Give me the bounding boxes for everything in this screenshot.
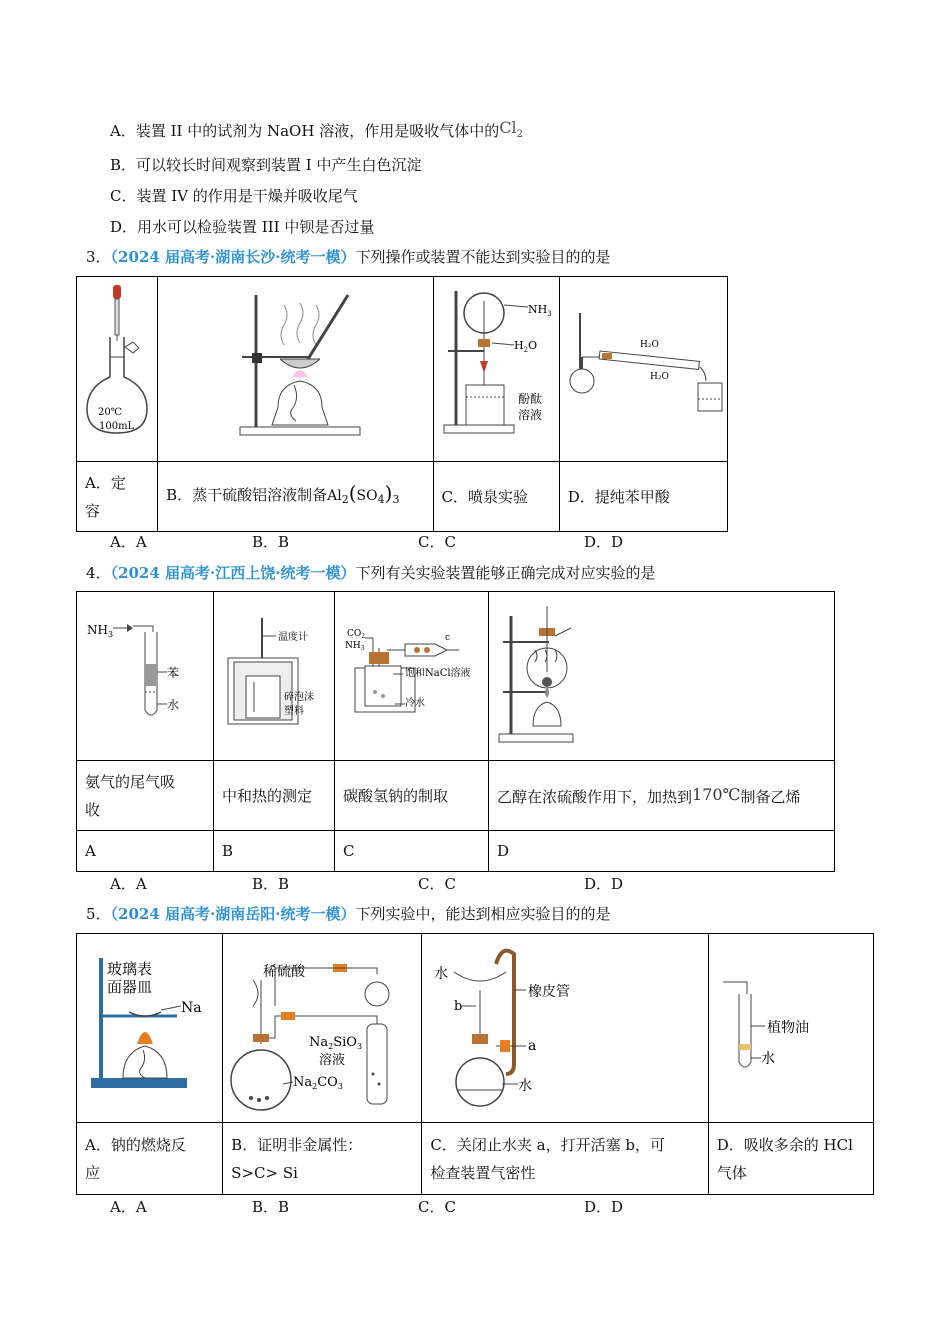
solution-label: 溶液	[517, 408, 542, 422]
question-3-stem: 3．（2024 届高考·湖南长沙·统考一模）下列操作或装置不能达到实验目的的是	[86, 248, 611, 266]
option-a-text: A．装置 II 中的试剂为 NaOH 溶液，作用是吸收气体中的	[110, 122, 500, 140]
question-4-table	[76, 591, 835, 872]
q4-letter-c: C	[335, 831, 489, 872]
q4-answer-a: A．A	[110, 875, 147, 893]
a-mark-label: a	[528, 1038, 537, 1054]
nacl-label: 饱和NaCl溶液	[405, 668, 471, 679]
q5-answer-d: D．D	[584, 1198, 624, 1216]
condenser-water-bottom: H₂O	[649, 372, 669, 382]
b-mark-label: b	[454, 999, 463, 1014]
q4-nh3-label: $NH_3$	[87, 623, 114, 639]
question-4-stem: 4．（2024 届高考·江西上饶·统考一模）下列有关实验装置能够正确完成对应实验的是	[86, 564, 656, 582]
thermometer-label: 温度计	[278, 632, 308, 643]
benzene-label: 苯	[167, 666, 180, 680]
nonmetal-figure	[223, 934, 421, 1118]
q4-answer-c: C．C	[418, 875, 456, 893]
fountain-figure	[434, 277, 559, 457]
q5-answer-a: A．A	[110, 1198, 147, 1216]
foam-label-1: 碎泡沫	[284, 692, 314, 703]
q4-water-label: 水	[167, 698, 180, 712]
flask-volume-label: 100mL	[99, 421, 135, 432]
q3-image-c	[433, 277, 559, 462]
option-d-prev: D．用水可以检验装置 III 中钡是否过量	[110, 218, 375, 236]
volumetric-flask-figure	[77, 277, 157, 457]
q5-image-d	[708, 934, 873, 1123]
question-5-source: （2024 届高考·湖南岳阳·统考一模）	[110, 905, 356, 923]
q5-caption-c: C．关闭止水夹 a，打开活塞 b，可 检查装置气密性	[422, 1123, 708, 1195]
condenser-water-top: H₂O	[639, 340, 659, 350]
al2so43-formula: $Al_2(SO_4)_3$	[327, 481, 400, 506]
q5-caption-a: A．钠的燃烧反 应	[77, 1123, 223, 1195]
option-b-prev: B．可以较长时间观察到装置 I 中产生白色沉淀	[110, 156, 422, 174]
q3-answer-c: C．C	[418, 533, 456, 551]
q4-answer-d: D．D	[584, 875, 624, 893]
q5-image-a	[77, 934, 223, 1123]
flask-temp-label: 20℃	[98, 407, 122, 418]
sulfuric-acid-label: 稀硫酸	[263, 964, 306, 980]
q4-nh3b-label: $NH_3$	[345, 641, 365, 652]
q3-answer-a: A．A	[110, 533, 147, 551]
q4-image-b	[214, 592, 335, 761]
distillation-figure	[560, 277, 727, 457]
option-a-prev	[110, 118, 523, 141]
bicarbonate-figure	[335, 592, 488, 756]
q3-answer-b: B．B	[252, 533, 290, 551]
na2co3-label: $Na_2CO_3$	[293, 1075, 344, 1091]
q3-answer-d: D．D	[584, 533, 624, 551]
h2o-label: $H_2O$	[513, 339, 537, 354]
q4-answer-b: B．B	[252, 875, 290, 893]
ammonia-absorption-figure	[77, 592, 213, 756]
q5-caption-d: D．吸收多余的 HCl 气体	[708, 1123, 873, 1195]
option-a-formula: $Cl_2$	[499, 118, 523, 141]
q4-caption-a: 氨气的尾气吸 收	[77, 761, 214, 831]
question-5-stem: 5．（2024 届高考·湖南岳阳·统考一模）下列实验中，能达到相应实验目的的是	[86, 905, 611, 923]
q4-co2-label: $CO_2$	[347, 629, 366, 640]
question-4-source: （2024 届高考·江西上饶·统考一模）	[110, 564, 356, 582]
q3-caption-c: C．喷泉实验	[433, 462, 559, 532]
q4-caption-d: 乙醇在浓硫酸作用下，加热到170℃制备乙烯	[489, 761, 835, 831]
q5-water-top-label: 水	[434, 966, 449, 982]
option-c-prev: C．装置 IV 的作用是干燥并吸收尾气	[110, 187, 358, 205]
q4-image-d	[489, 592, 835, 761]
q3-caption-b: B．蒸干硫酸铝溶液制备$Al_2(SO_4)_3$	[158, 462, 433, 532]
phenolphthalein-label: 酚酞	[517, 392, 542, 406]
evaporation-figure	[158, 277, 432, 457]
cold-water-label: 冷水	[405, 698, 425, 709]
question-3-source: （2024 届高考·湖南长沙·统考一模）	[110, 248, 356, 266]
q4-image-a	[77, 592, 214, 761]
watch-glass-label-1: 玻璃表	[107, 960, 153, 978]
q3-caption-d: D．提纯苯甲酸	[559, 462, 727, 532]
q3-image-a	[77, 277, 158, 462]
nh3-label: $NH_3$	[527, 303, 552, 318]
sodium-combustion-figure	[77, 934, 222, 1118]
question-3-table	[76, 276, 728, 532]
q5-solution-label: 溶液	[319, 1053, 346, 1068]
calorimeter-figure	[214, 592, 334, 756]
q4-letter-a: A	[77, 831, 214, 872]
airtight-check-figure	[422, 934, 707, 1118]
q4-letter-d: D	[489, 831, 835, 872]
rubber-tube-label: 橡皮管	[528, 984, 571, 1000]
q3-image-d	[559, 277, 727, 462]
hcl-absorption-figure	[709, 934, 873, 1118]
q4-caption-b: 中和热的测定	[214, 761, 335, 831]
q3-image-b	[158, 277, 433, 462]
q5-image-b	[223, 934, 422, 1123]
q5-caption-b: B．证明非金属性： S>C> Si	[223, 1123, 422, 1195]
vegetable-oil-label: 植物油	[766, 1020, 809, 1036]
q5-answer-c: C．C	[418, 1198, 456, 1216]
q5-water-d-label: 水	[760, 1051, 775, 1067]
c-mark-label: c	[445, 633, 451, 643]
watch-glass-label-2: 面器皿	[107, 978, 153, 996]
na2sio3-label: $Na_2SiO_3$	[309, 1035, 363, 1051]
q4-letter-b: B	[214, 831, 335, 872]
q5-water-bottom-label: 水	[518, 1078, 533, 1094]
q3-caption-a: A．定 容	[77, 462, 158, 532]
q4-image-c	[335, 592, 489, 761]
q5-image-c	[422, 934, 708, 1123]
q4-caption-c: 碳酸氢钠的制取	[335, 761, 489, 831]
ethylene-figure	[489, 592, 834, 756]
foam-label-2: 塑料	[284, 706, 304, 717]
q5-answer-b: B．B	[252, 1198, 290, 1216]
question-5-table	[76, 933, 874, 1195]
q5-na-label: Na	[181, 1000, 202, 1016]
